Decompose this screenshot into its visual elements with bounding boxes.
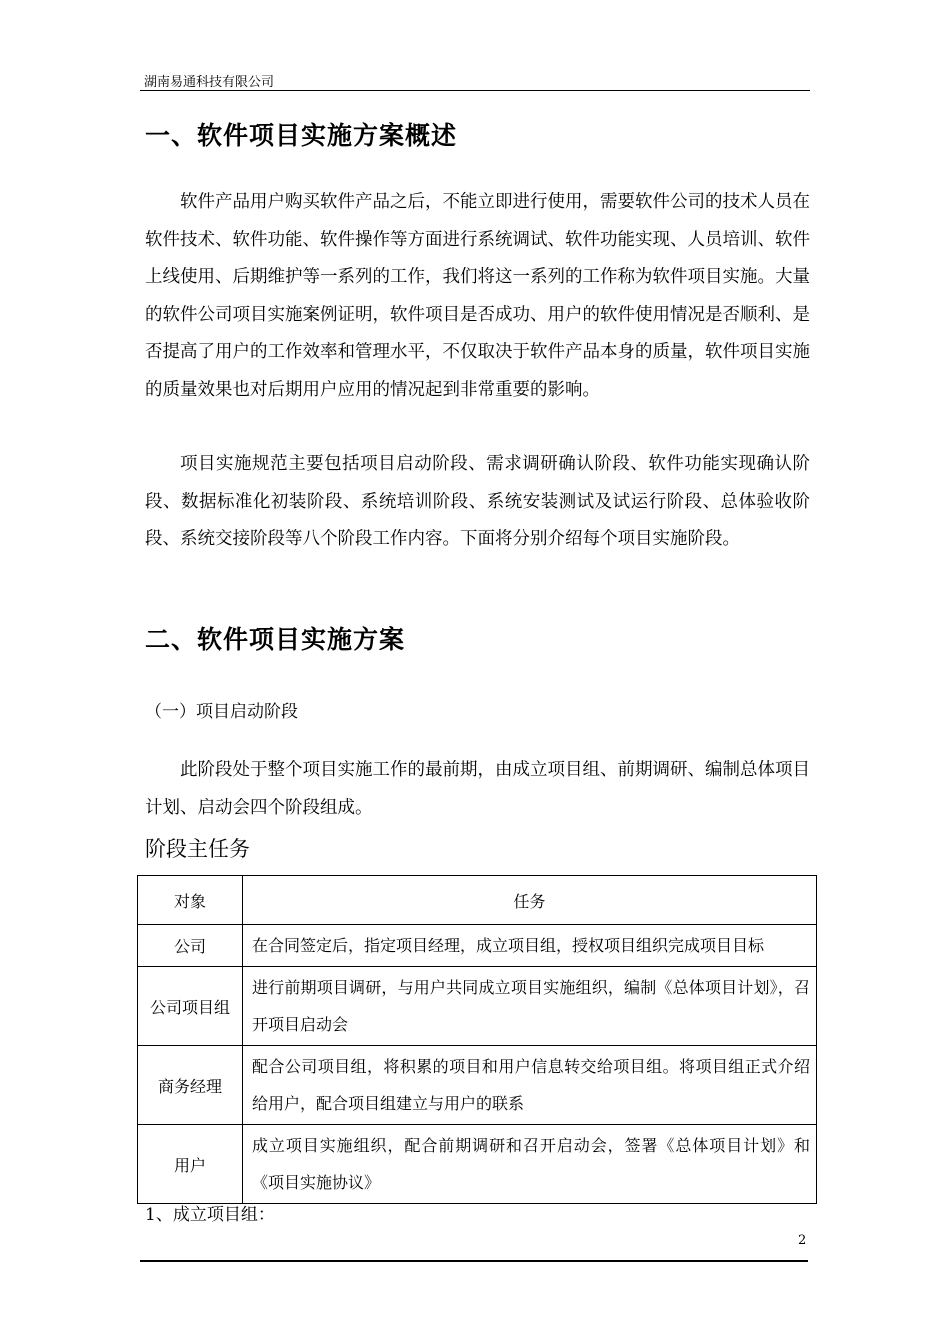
page-header — [140, 70, 810, 91]
section2-heading: 二、软件项目实施方案 — [145, 625, 406, 654]
table-header-task: 任务 — [243, 876, 817, 925]
section1-paragraph-2: 项目实施规范主要包括项目启动阶段、需求调研确认阶段、软件功能实现确认阶段、数据标准化初装阶段、系统培训阶段、系统安装测试及试运行阶段、总体验收阶段、系统交接阶段等八个阶段工作内容。下面将分别介绍每个项目实施阶段。 — [145, 454, 810, 549]
table-row — [138, 925, 817, 967]
phase-task-table — [137, 875, 817, 1204]
page-number: 2 — [798, 1233, 807, 1248]
row-object: 商务经理 — [138, 1046, 243, 1125]
table-header-object: 对象 — [138, 876, 243, 925]
row-object: 公司项目组 — [138, 967, 243, 1046]
section2-paragraph: 此阶段处于整个项目实施工作的最前期，由成立项目组、前期调研、编制总体项目计划、启动会四个阶段组成。 — [145, 760, 810, 818]
row-object: 用户 — [138, 1125, 243, 1204]
section1-paragraph-1: 软件产品用户购买软件产品之后，不能立即进行使用，需要软件公司的技术人员在软件技术、软件功能、软件操作等方面进行系统调试、软件功能实现、人员培训、软件上线使用、后期维护等一系列的工作，我们将这一系列的工作称为软件项目实施。大量的软件公司项目实施案例证明，软件项目是否成功、用户的软件使用情况是否顺利、是否提高了用户的工作效率和管理水平，不仅取决于软件产品本身的质量，软件项目实施的质量效果也对后期用户应用的情况起到非常重要的影响。 — [145, 192, 810, 400]
table-row — [138, 1046, 817, 1125]
table-row — [138, 1125, 817, 1204]
section1-heading: 一、软件项目实施方案概述 — [145, 121, 458, 150]
company-name: 湖南易通科技有限公司 — [144, 75, 275, 90]
footer-divider — [140, 1260, 808, 1262]
table-header-row — [138, 876, 817, 925]
row-task: 在合同签定后，指定项目经理，成立项目组，授权项目组织完成项目目标 — [243, 925, 817, 967]
table-row — [138, 967, 817, 1046]
section2-subheading: （一）项目启动阶段 — [145, 702, 298, 722]
table-title: 阶段主任务 — [145, 837, 250, 861]
row-task: 进行前期项目调研，与用户共同成立项目实施组织，编制《总体项目计划》，召开项目启动会 — [243, 967, 817, 1046]
row-task: 配合公司项目组，将积累的项目和用户信息转交给项目组。将项目组正式介绍给用户，配合项目组建立与用户的联系 — [243, 1046, 817, 1125]
row-object: 公司 — [138, 925, 243, 967]
step-1-label: 1、成立项目组： — [145, 1205, 275, 1225]
row-task: 成立项目实施组织，配合前期调研和召开启动会，签署《总体项目计划》和《项目实施协议》 — [243, 1125, 817, 1204]
